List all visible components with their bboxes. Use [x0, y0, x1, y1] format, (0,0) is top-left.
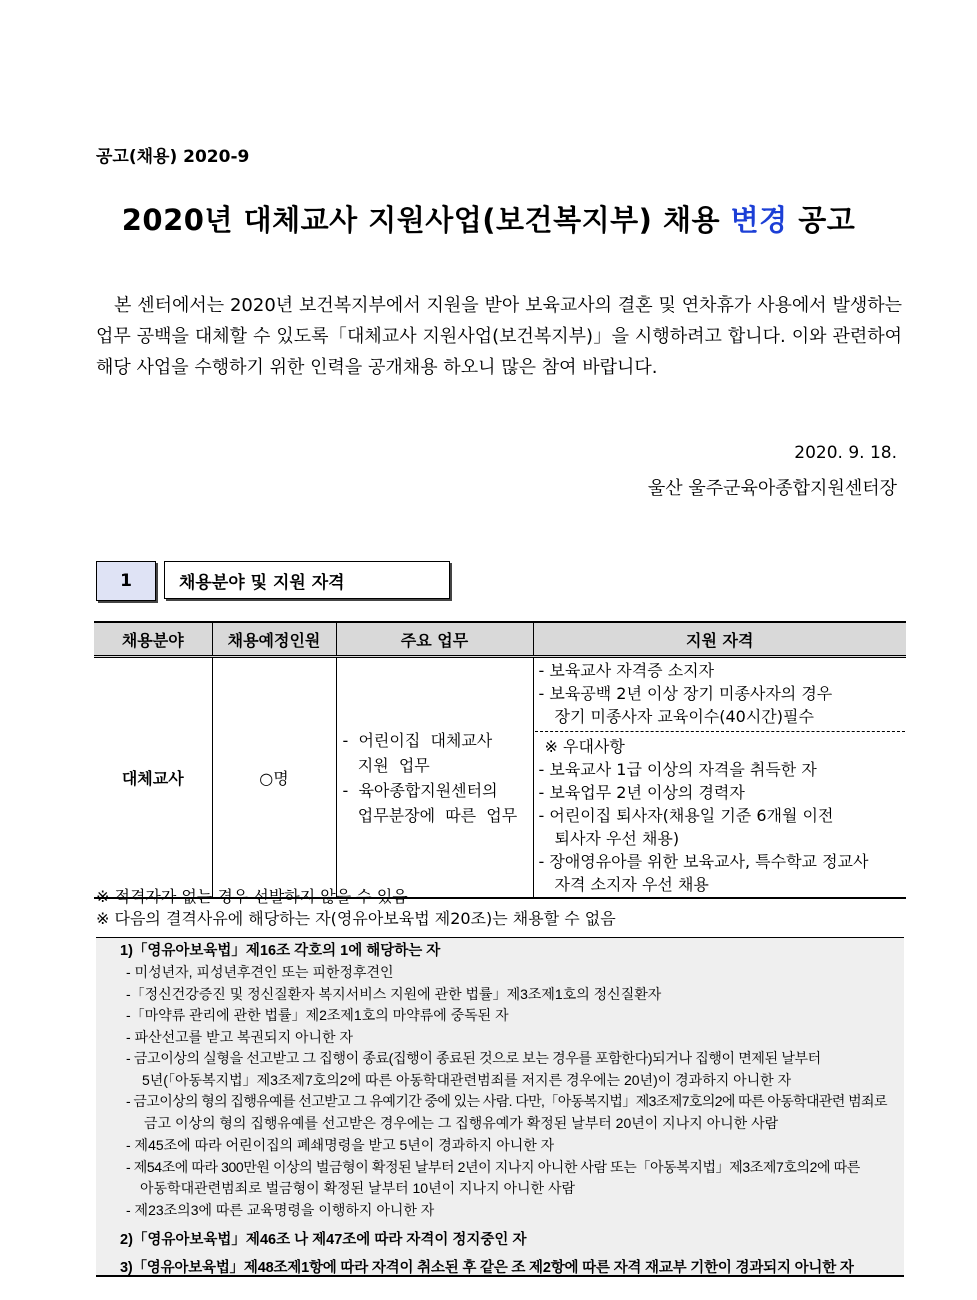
disqualification-heading-2: 2)「영유아보육법」제46조 나 제47조에 따라 자격이 정지중인 자 — [120, 1232, 527, 1248]
preferences — [535, 732, 906, 896]
disqualification-item: - 제54조에 따라 300만원 이상의 벌금형이 확정된 날부터 2년이 지나지 아니한 사람 또는「아동복지법」제3조제7호의2에 따른 — [126, 1159, 860, 1175]
duty-line: 업무분장에 따른 업무 — [342, 805, 518, 825]
notice-date: 2020. 9. 18. — [794, 443, 897, 463]
issuing-organization: 울산 울주군육아종합지원센터장 — [647, 478, 897, 499]
section-number: 1 — [96, 561, 156, 601]
disqualification-item-cont: 아동학대관련범죄로 벌금형이 확정된 날부터 10년이 지나지 아니한 사람 — [140, 1180, 575, 1196]
cell-duties — [336, 657, 533, 899]
title-text: 2020년 대체교사 지원사업(보건복지부) 채용 — [121, 203, 731, 237]
disqualification-item-cont: 금고 이상의 형의 집행유예를 선고받은 경우에는 그 집행유예가 확정된 날부터 20년이 지나지 아니한 사람 — [144, 1115, 779, 1131]
qualification-item: - 보육교사 자격증 소지자 — [538, 661, 715, 680]
duty-line: - 어린이집 대체교사 — [342, 730, 493, 750]
duty-line: 지원 업무 — [342, 755, 430, 775]
preference-item: 자격 소지자 우선 채용 — [554, 875, 709, 894]
disqualification-item: - 제45조에 따라 어린이집의 폐쇄명령을 받고 5년이 경과하지 아니한 자 — [126, 1137, 555, 1153]
cell-headcount: ○명 — [212, 657, 336, 899]
disqualification-item: -「마약류 관리에 관한 법률」제2조제1호의 마약류에 중독된 자 — [126, 1007, 509, 1023]
header-field: 채용분야 — [94, 622, 212, 657]
note-item: ※ 적격자가 없는 경우 선발하지 않을 수 있음 — [96, 887, 408, 906]
cell-qualifications — [533, 657, 906, 899]
required-qualifications — [535, 659, 906, 732]
note-item: ※ 다음의 결격사유에 해당하는 자(영유아보육법 제20조)는 채용할 수 없음 — [96, 909, 616, 928]
preference-item: 퇴사자 우선 채용) — [554, 829, 680, 848]
disqualification-heading-3: 3)「영유아보육법」제48조제1항에 따라 자격이 취소된 후 같은 조 제2항에 따른 자격 재교부 기한이 경과되지 아니한 자 — [120, 1260, 854, 1276]
qualification-item: 장기 미종사자 교육이수(40시간)필수 — [554, 707, 814, 726]
table-header-row — [94, 622, 906, 657]
preference-item: - 보육교사 1급 이상의 자격을 취득한 자 — [538, 760, 817, 779]
title-highlight: 변경 — [730, 203, 788, 237]
disqualification-box — [96, 937, 904, 1277]
disqualification-item: - 파산선고를 받고 복권되지 아니한 자 — [126, 1029, 353, 1045]
notes — [96, 886, 616, 930]
disqualification-item: -「정신건강증진 및 정신질환자 복지서비스 지원에 관한 법률」제3조제1호의 정신질환자 — [126, 986, 662, 1002]
cell-field: 대체교사 — [94, 657, 212, 899]
disqualification-item: - 금고이상의 형의 집행유예를 선고받고 그 유예기간 중에 있는 사람. 다만,「아동복지법」제3조제7호의2에 따른 아동학대관련 범죄로 — [126, 1093, 887, 1109]
header-duties: 주요 업무 — [336, 622, 533, 657]
header-headcount: 채용예정인원 — [212, 622, 336, 657]
table-row — [94, 657, 906, 899]
preference-item: - 보육업무 2년 이상의 경력자 — [538, 783, 745, 802]
preference-item: - 장애영유아를 위한 보육교사, 특수학교 정교사 — [538, 852, 869, 871]
disqualification-item: - 제23조의3에 따른 교육명령을 이행하지 아니한 자 — [126, 1202, 435, 1218]
preference-item: - 어린이집 퇴사자(채용일 기준 6개월 이전 — [538, 806, 834, 825]
duty-line: - 육아종합지원센터의 — [342, 780, 498, 800]
intro-paragraph: 본 센터에서는 2020년 보건복지부에서 지원을 받아 보육교사의 결혼 및 연차휴가 사용에서 발생하는 업무 공백을 대체할 수 있도록「대체교사 지원사업(보건복지부)」을 시행하려고 합니다. 이와 관련하여 해당 사업을 수행하기 위한 인력을 공개채용 하오니 많은 참여 바랍니다. — [96, 295, 902, 378]
preference-header: ※ 우대사항 — [544, 737, 625, 756]
notice-number: 공고(채용) 2020-9 — [96, 147, 250, 167]
disqualification-heading-1: 1)「영유아보육법」제16조 각호의 1에 해당하는 자 — [120, 943, 441, 959]
disqualification-item: - 금고이상의 실형을 선고받고 그 집행이 종료(집행이 종료된 것으로 보는 경우를 포함한다)되거나 집행이 면제된 날부터 — [126, 1050, 821, 1066]
disqualification-item: - 미성년자, 피성년후견인 또는 피한정후견인 — [126, 964, 394, 980]
page-title — [0, 198, 977, 239]
title-end: 공고 — [787, 203, 856, 237]
qualification-item: - 보육공백 2년 이상 장기 미종사자의 경우 — [538, 684, 833, 703]
disqualification-item-cont: 5년(「아동복지법」제3조제7호의2에 따른 아동학대관련범죄를 저지른 경우에는 20년)이 경과하지 아니한 자 — [142, 1072, 792, 1088]
section-title: 채용분야 및 지원 자격 — [164, 561, 450, 599]
header-qualifications: 지원 자격 — [533, 622, 906, 657]
recruitment-table — [94, 621, 906, 899]
